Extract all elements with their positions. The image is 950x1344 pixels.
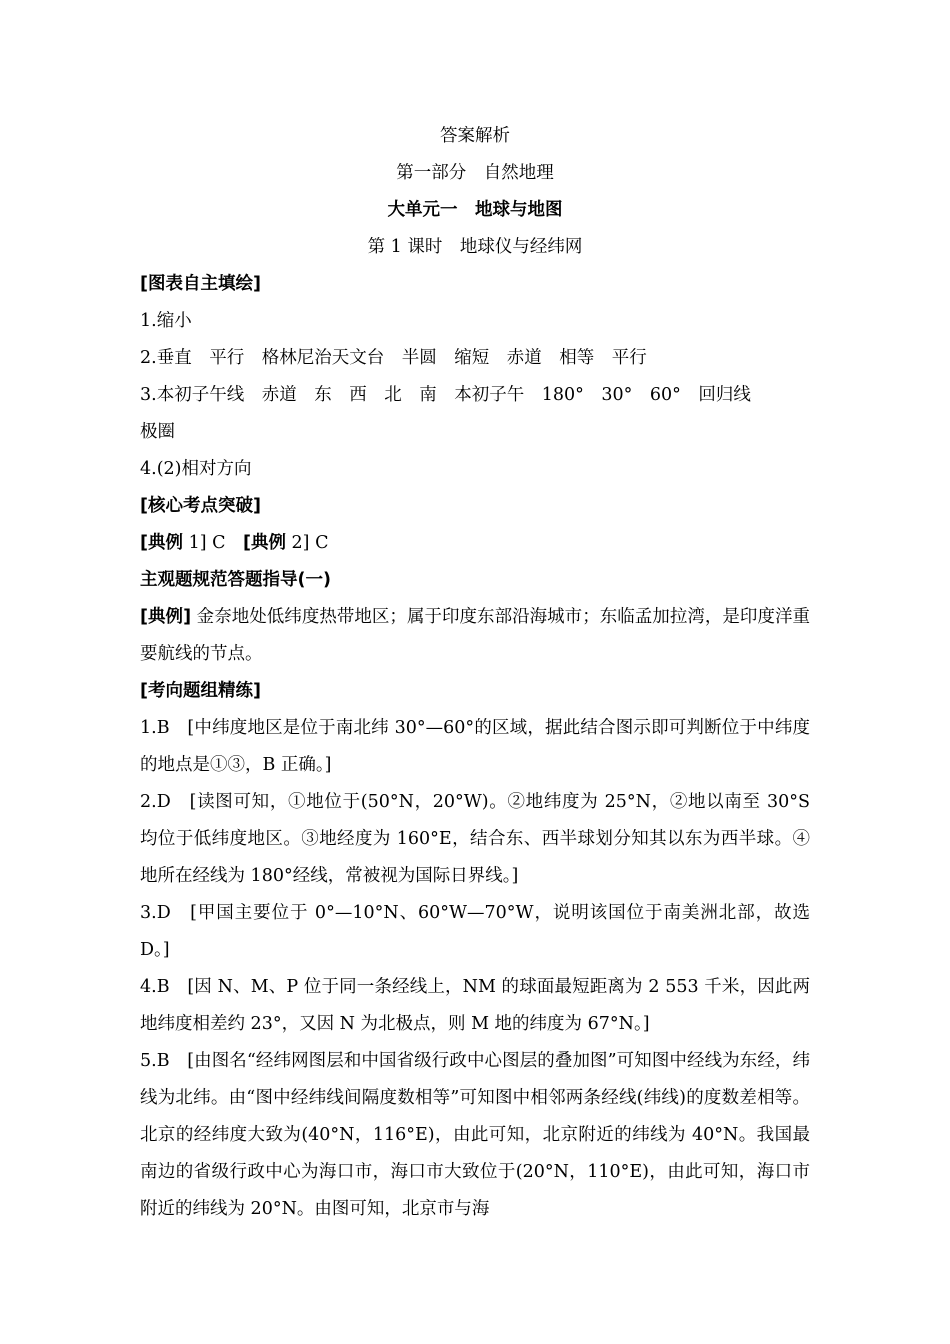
section-heading-core-points: [核心考点突破]	[140, 496, 261, 516]
subjective-example-text: 金奈地处低纬度热带地区；属于印度东部沿海城市；东临孟加拉湾，是印度洋重要航线的节点。	[140, 607, 811, 664]
answer-line-1: 1.缩小	[140, 311, 192, 331]
subjective-example-paragraph	[140, 599, 810, 673]
answer-line-2: 2.垂直 平行 格林尼治天文台 半圆 缩短 赤道 相等 平行	[140, 348, 647, 368]
practice-answer-3: 3.D [甲国主要位于 0°—10°N、60°W—70°W，说明该国位于南美洲北部，故选 D。]	[140, 903, 810, 960]
example-1-answer: 1] C	[183, 533, 243, 553]
practice-answer-2: 2.D [读图可知，①地位于(50°N，20°W)。②地纬度为 25°N，②地以南至 30°S 均位于低纬度地区。③地经度为 160°E，结合东、西半球划分知其以东为西半球。④地所在经线为 180°经线，常被视为国际日界线。]	[140, 792, 810, 886]
unit-title: 大单元一 地球与地图	[387, 200, 563, 220]
example-1-label: [典例	[140, 533, 183, 553]
lesson-title: 第 1 课时 地球仪与经纬网	[367, 237, 583, 257]
example-2-label: [典例	[242, 533, 286, 553]
practice-answer-1: 1.B [中纬度地区是位于南北纬 30°—60°的区域，据此结合图示即可判断位于中纬度的地点是①③，B 正确。]	[140, 718, 810, 775]
section-heading-practice: [考向题组精练]	[140, 681, 261, 701]
part-title: 第一部分 自然地理	[396, 163, 554, 183]
answer-document	[140, 118, 810, 1228]
subjective-example-label: [典例]	[140, 607, 192, 627]
answer-line-4: 4.(2)相对方向	[140, 459, 252, 479]
practice-answer-5: 5.B [由图名“经纬网图层和中国省级行政中心图层的叠加图”可知图中经线为东经，纬线为北纬。由“图中经纬线间隔度数相等”可知图中相邻两条经线(纬线)的度数差相等。北京的经纬度大致为(40°N，116°E)，由此可知，北京附近的纬线为 40°N。我国最南边的省级行政中心为海口市，海口市大致位于(20°N，110°E)，由此可知，海口市附近的纬线为 20°N。由图可知，北京市与海	[140, 1051, 810, 1219]
example-2-answer: 2] C	[285, 533, 329, 553]
answer-line-3-continued: 极圈	[140, 422, 175, 442]
section-heading-subjective-guide: 主观题规范答题指导(一)	[140, 570, 331, 590]
doc-title: 答案解析	[440, 126, 510, 146]
example-answers-line	[140, 525, 810, 562]
section-heading-chart-fill: [图表自主填绘]	[140, 274, 261, 294]
practice-answer-4: 4.B [因 N、M、P 位于同一条经线上，NM 的球面最短距离为 2 553 千米，因此两地纬度相差约 23°，又因 N 为北极点，则 M 地的纬度为 67°N。]	[140, 977, 810, 1034]
answer-line-3: 3.本初子午线 赤道 东 西 北 南 本初子午 180° 30° 60° 回归线	[140, 385, 751, 405]
